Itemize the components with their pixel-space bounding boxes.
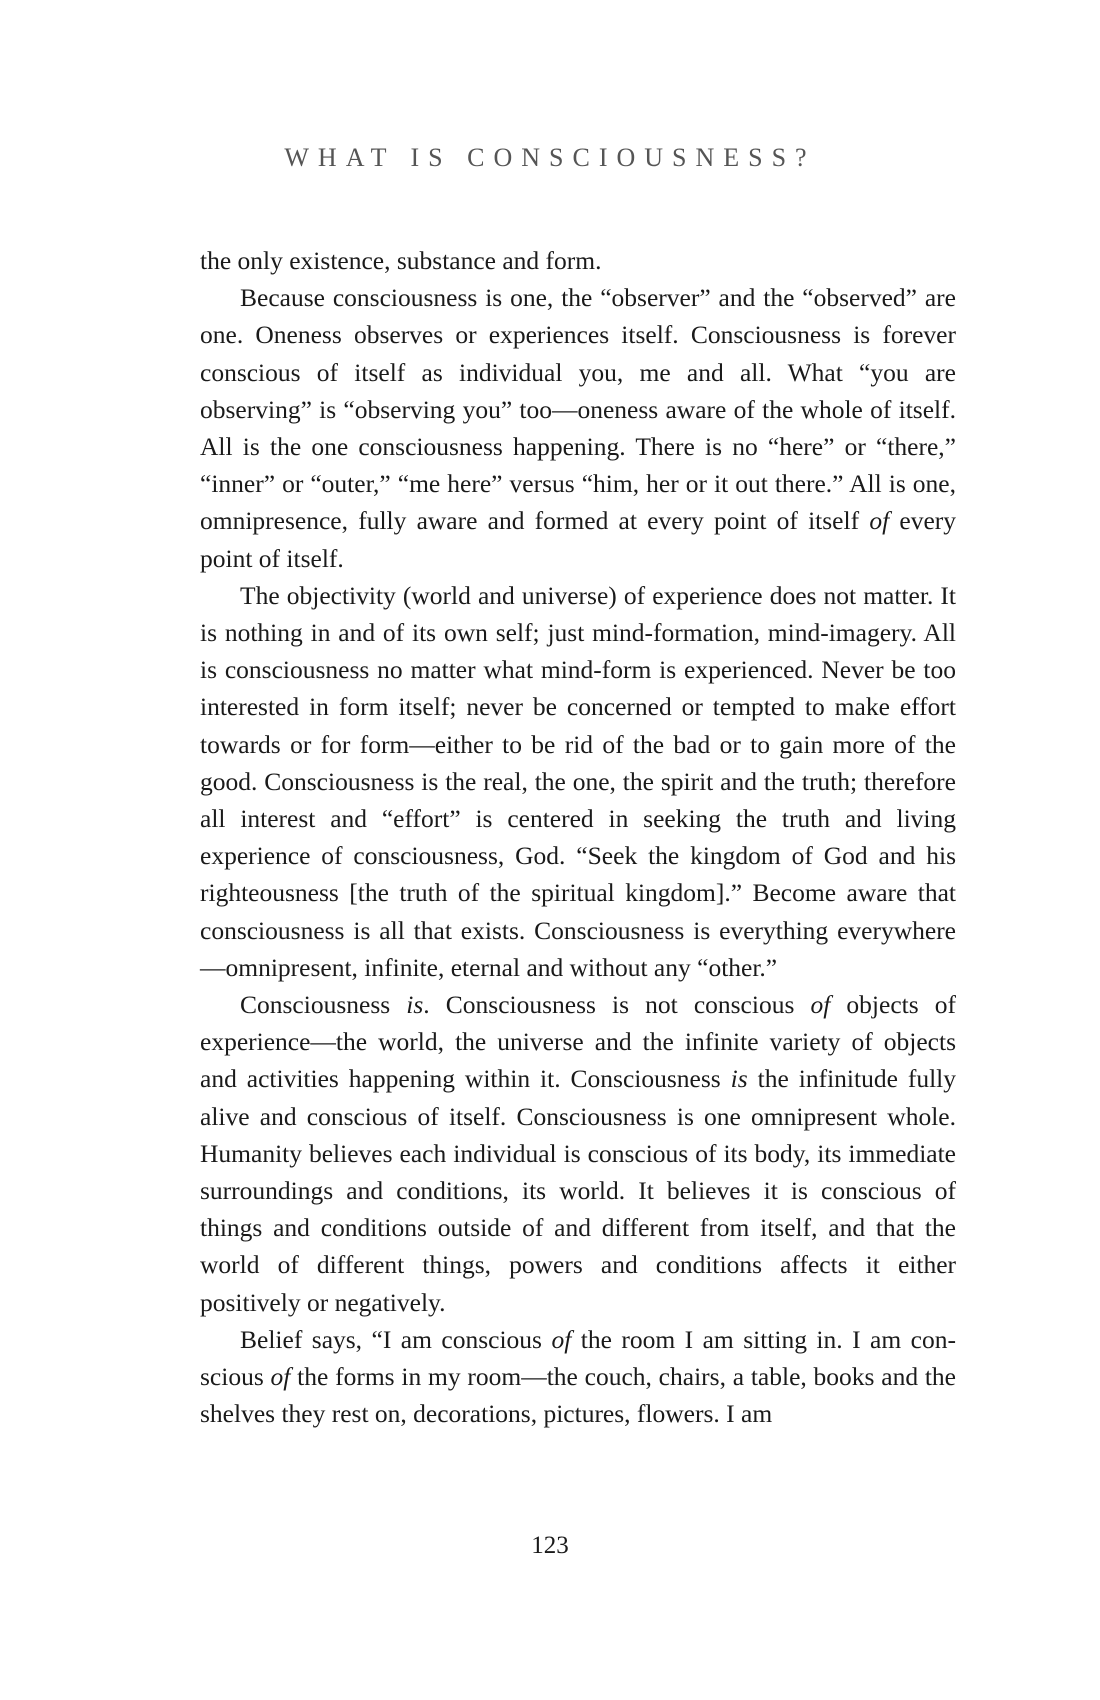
running-head: WHAT IS CONSCIOUSNESS?: [284, 143, 816, 172]
paragraph: The objectivity (world and universe) of experience does not matter. It is nothing in and of its own self; just mind-formation, mind-imagery. All is consciousness no matter what mind-form is experienced. Never be too interested in form itself; never be concerned or tempted to make effort towards or for form—either to be rid of the bad or to gain more of the good. Consciousness is the real, the one, the spirit and the truth; therefore all interest and “effort” is centered in seeking the truth and living experience of consciousness, God. “Seek the kingdom of God and his righteousness [the truth of the spiritual kingdom].” Become aware that consciousness is all that exists. Consciousness is everything everywhere—omnipresent, infinite, eternal and without any “other.”: [200, 580, 956, 982]
paragraph: Because consciousness is one, the “observer” and the “observed” are one. Oneness observes or experiences itself. Consciousness is forever conscious of itself as individual you, me and all. What “you are observing” is “observing you” too—oneness aware of the whole of itself. All is the one consciousness happening. There is no “here” or “there,” “inner” or “outer,” “me here” versus “him, her or it out there.” All is one, omnipresence, fully aware and formed at every point of itself of every point of itself.: [200, 283, 957, 573]
body-text: [200, 242, 956, 1433]
paragraph: Belief says, “I am conscious of the room I am sitting in. I am conscious of the forms in my room—the couch, chairs, a table, books and the shelves they rest on, decorations, pictures, flowers. I am: [200, 1324, 957, 1429]
paragraph: Consciousness is. Consciousness is not conscious of objects of experience—the world, the universe and the infinite variety of objects and activities happening within it. Consciousness is the infinitude fully alive and conscious of itself. Consciousness is one omnipresent whole. Humanity believes each individual is conscious of its body, its immediate surroundings and conditions, its world. It believes it is conscious of things and conditions outside of and different from itself, and that the world of different things, powers and conditions affects it either positively or negatively.: [200, 990, 956, 1317]
paragraph: the only existence, substance and form.: [200, 246, 602, 275]
page-number: 123: [531, 1532, 569, 1559]
